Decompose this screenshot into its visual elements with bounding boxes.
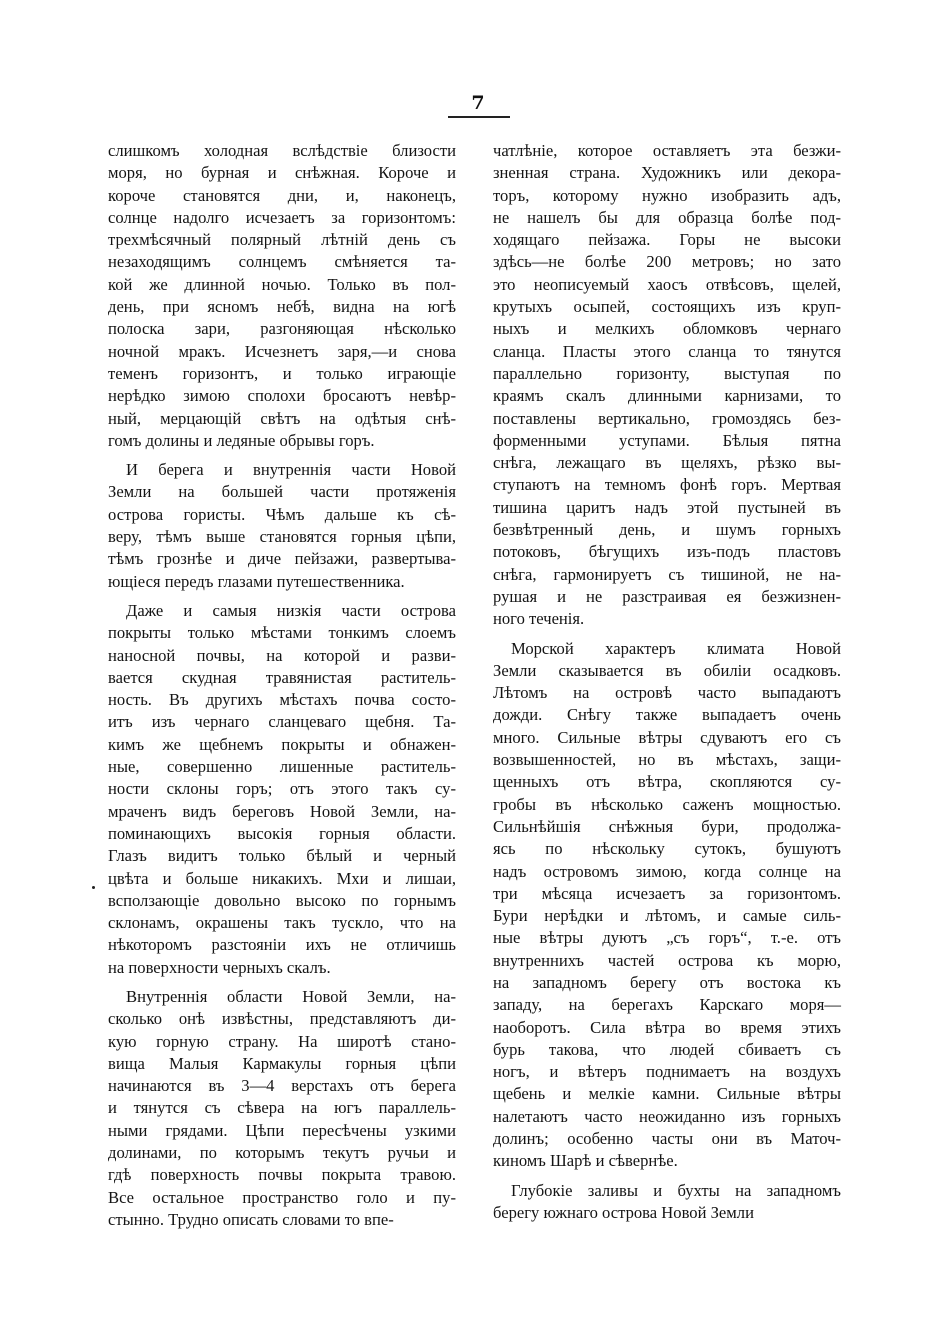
text-line: ности склоны горъ; отъ этого такъ су- [108,779,456,799]
text-line: безвѣтренный день, и шумъ горныхъ [493,520,841,540]
text-line: итъ изъ чернаго сланцеваго щебня. Та- [108,712,456,732]
text-line: ночной мракъ. Исчезнетъ заря,—и снова [108,341,456,361]
text-line: гробы въ нѣсколько саженъ мощностью. [493,794,841,814]
text-line: кой же длинной ночью. Только въ пол- [108,274,456,294]
text-line: слишкомъ холодная вслѣдствіе близости [108,141,456,160]
text-line: ными грядами. Цѣпи пересѣчены узкими [108,1120,456,1140]
text-line: сланца. Пласты этого сланца то тянутся [493,341,841,361]
text-line: чатлѣніе, которое оставляетъ эта безжи- [493,141,841,160]
text-line: надъ островомъ зимою, когда солнце на [493,861,841,881]
paragraph [108,140,456,452]
text-line: ного теченія. [493,609,585,629]
text-line: щебень и мелкіе камни. Сильные вѣтры [493,1084,841,1104]
text-line: вища Малыя Кармакулы горныя цѣпи [108,1053,456,1073]
right-text-column [493,140,841,1224]
text-line: форменными уступами. Бѣлыя пятна [493,430,841,450]
text-line: Сильнѣйшія снѣжныя бури, продолжа- [493,816,841,836]
text-line: гомъ долины и ледяные обрывы горъ. [108,430,375,450]
text-line: поминающихъ высокія горныя области. [108,823,456,843]
text-line: моря, но бурная и снѣжная. Короче и [108,163,456,183]
text-line: берегу южнаго острова Новой Земли [493,1202,754,1222]
text-line: бурь такова, что людей сбиваетъ съ [493,1039,841,1059]
text-line: не нашелъ бы для образца болѣе под- [493,207,841,227]
text-line: трехмѣсячный полярный лѣтній день съ [108,230,456,250]
text-line: незаходящимъ солнцемъ смѣняется та- [108,252,456,272]
text-line: ные, совершенно лишенные раститель- [108,757,456,777]
text-line: всползающіе довольно высоко по горнымъ [108,890,456,910]
text-line: ногъ, и вѣтеръ поднимаетъ на воздухъ [493,1062,841,1082]
text-line: Глубокіе заливы и бухты на западномъ [511,1180,841,1200]
left-text-column [108,140,456,1231]
text-line: три мѣсяца исчезаетъ за горизонтомъ. [493,883,841,903]
text-line: солнце надолго исчезаетъ за горизонтомъ: [108,207,456,227]
text-line: тѣмъ грознѣе и диче пейзажи, развертыва- [108,549,456,569]
text-line: Бури нерѣдки и лѣтомъ, и самые силь- [493,906,841,926]
text-line: долинами, по которымъ текутъ ручьи и [108,1143,456,1163]
text-line: Глазъ видитъ только бѣлый и черный [108,846,456,866]
text-line: крутыхъ осыпей, состоящихъ изъ круп- [493,297,841,317]
text-line: торъ, которому нужно изобразить адъ, [493,185,841,205]
text-line: сколько онѣ извѣстны, представляютъ ди- [108,1009,456,1029]
text-line: веру, тѣмъ выше становятся горныя цѣпи, [108,527,456,547]
paragraph [493,140,841,631]
text-line: покрыты только мѣстами тонкимъ слоемъ [108,623,456,643]
page-number: 7 [471,92,485,114]
text-line: нѣкоторомъ разстояніи ихъ не отличишь [108,935,456,955]
text-line: наносной почвы, на которой и разви- [108,645,456,665]
text-line: мраченъ видъ береговъ Новой Земли, на- [108,801,456,821]
text-line: на западномъ берегу отъ востока къ [493,972,841,992]
text-line: короче становятся дни, и, наконецъ, [108,185,456,205]
text-line: щенныхъ отъ вѣтра, скопляются су- [493,772,841,792]
text-line: вается скудная травянистая раститель- [108,667,456,687]
text-line: Земли на большей части протяженія [108,482,456,502]
text-line: ходящаго пейзажа. Горы не высоки [493,230,841,250]
text-line: западу, на берегахъ Карскаго моря— [493,995,841,1015]
text-line: Даже и самыя низкія части острова [126,600,456,620]
text-line: гдѣ поверхность почвы покрыта травою. [108,1165,456,1185]
text-line: И берега и внутреннія части Новой [126,460,456,480]
stray-ink-mark [92,886,95,889]
text-line: ющіеся передъ глазами путешественника. [108,571,405,591]
text-line: тишина царитъ надъ этой пустыней въ [493,497,841,517]
text-line: ступаютъ на темномъ фонѣ горъ. Мертвая [493,475,841,495]
text-line: краямъ скалъ длинными карнизами, то [493,386,841,406]
text-line: ность. Въ другихъ мѣстахъ почва состо- [108,690,456,710]
text-line: день, при ясномъ небѣ, видна на югѣ [108,297,456,317]
text-line: и тянутся съ сѣвера на югъ параллель- [108,1098,456,1118]
paragraph [108,600,456,979]
text-line: Морской характеръ климата Новой [511,638,841,658]
text-line: ный, мерцающій свѣтъ на одѣтыя снѣ- [108,408,456,428]
text-line: Лѣтомъ на островѣ часто выпадаютъ [493,683,841,703]
text-line: Внутреннія области Новой Земли, на- [126,986,456,1006]
text-line: внутреннихъ частей острова къ морю, [493,950,841,970]
text-line: долинъ; особенно часты они въ Маточ- [493,1129,841,1149]
text-line: много. Сильные вѣтры сдуваютъ его съ [493,727,841,747]
text-line: здѣсь—не болѣе 200 метровъ; но зато [493,252,841,272]
text-line: острова гористы. Чѣмъ дальше къ сѣ- [108,504,456,524]
text-line: налетаютъ часто неожиданно изъ горныхъ [493,1106,841,1126]
text-line: это неописуемый хаосъ отвѣсовъ, щелей, [493,274,841,294]
text-line: дожди. Снѣгу также выпадаетъ очень [493,705,841,725]
text-line: теменъ горизонтъ, и только играющіе [108,363,456,383]
text-line: ные вѣтры дуютъ „съ горъ“, т.-е. отъ [493,928,841,948]
text-line: цвѣта и больше никакихъ. Мхи и лишаи, [108,868,456,888]
text-line: снѣга, лежащаго въ щеляхъ, рѣзко вы- [493,453,841,473]
text-line: ныхъ и мелкихъ обломковъ чернаго [493,319,841,339]
text-line: возвышенностей, но въ мѣстахъ, защи- [493,750,841,770]
text-line: кимъ же щебнемъ покрыты и обнажен- [108,734,456,754]
text-line: рушая и не разстраивая ея безжизнен- [493,586,841,606]
text-line: киномъ Шарѣ и сѣвернѣе. [493,1151,678,1171]
paragraph [493,1180,841,1225]
text-line: кую горную страну. На широтѣ стано- [108,1031,456,1051]
text-line: наоборотъ. Сила вѣтра во время этихъ [493,1017,841,1037]
text-line: начинаются въ 3—4 верстахъ отъ берега [108,1076,456,1096]
text-line: на поверхности черныхъ скалъ. [108,957,331,977]
paragraph [108,986,456,1231]
text-line: стынно. Трудно описать словами то впе- [108,1209,394,1229]
paragraph [108,459,456,593]
text-line: снѣга, гармонируетъ съ тишиной, не на- [493,564,841,584]
text-line: зненная страна. Художникъ или декора- [493,163,841,183]
text-line: Все остальное пространство голо и пу- [108,1187,456,1207]
header-rule [448,116,510,118]
paragraph [493,638,841,1173]
text-line: склонамъ, окрашены такъ тускло, что на [108,913,456,933]
text-line: поставлены вертикально, громоздясь без- [493,408,841,428]
text-line: потоковъ, бѣгущихъ изъ-подъ пластовъ [493,542,841,562]
text-line: Земли сказывается въ обиліи осадковъ. [493,660,841,680]
text-line: нерѣдко зимою сполохи бросаютъ невѣр- [108,386,456,406]
text-line: параллельно горизонту, выступая по [493,363,841,383]
text-line: ясь по нѣскольку сутокъ, бушуютъ [493,839,841,859]
text-line: полоска зари, разгоняющая нѣсколько [108,319,456,339]
